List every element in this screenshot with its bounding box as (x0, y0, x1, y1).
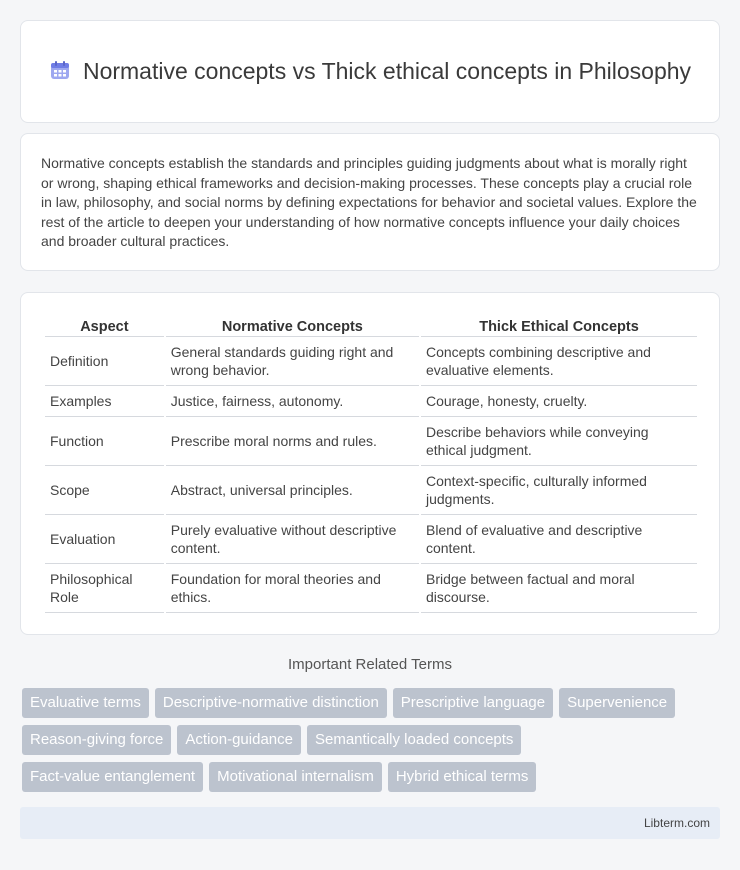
table-cell: Describe behaviors while conveying ethical judgment. (421, 417, 697, 466)
table-header-row (45, 315, 697, 337)
tag-action-guidance[interactable]: Action-guidance (177, 725, 301, 755)
table-cell-aspect: Evaluation (45, 515, 164, 564)
tag-row (22, 688, 722, 718)
intro-text: Normative concepts establish the standards and principles guiding judgments about what is morally right or wrong, shaping ethical frameworks and decision-making processes. These concepts play a crucial role in law, philosophy, and social norms by defining expectations for behavior and societal values. Explore the rest of the article to deepen your understanding of how normative concepts influence your daily choices and broader cultural practices. (41, 155, 697, 250)
table-row (45, 515, 697, 564)
tag-motivational-internalism[interactable]: Motivational internalism (209, 762, 382, 792)
page-title-text: Normative concepts vs Thick ethical concepts in Philosophy (82, 58, 692, 84)
tag-row (22, 762, 722, 792)
table-row (45, 466, 697, 515)
table-cell-aspect: Philosophical Role (45, 564, 164, 613)
table-cell-aspect: Definition (45, 337, 164, 386)
table-cell: Courage, honesty, cruelty. (421, 386, 697, 417)
table-cell: Prescribe moral norms and rules. (166, 417, 419, 466)
tag-descriptive-normative-distinction[interactable]: Descriptive-normative distinction (155, 688, 387, 718)
footer-site-link[interactable]: Libterm.com (643, 816, 710, 830)
intro-card (20, 133, 720, 271)
calendar-icon (49, 59, 71, 81)
table-cell: Context-specific, culturally informed judgments. (421, 466, 697, 515)
related-terms-tags (22, 688, 722, 799)
table-row (45, 564, 697, 613)
table-cell: Bridge between factual and moral discourse. (421, 564, 697, 613)
table-cell: Purely evaluative without descriptive content. (166, 515, 419, 564)
table-cell-aspect: Scope (45, 466, 164, 515)
page-title (49, 57, 691, 86)
tag-row (22, 725, 722, 755)
table-cell: General standards guiding right and wrong behavior. (166, 337, 419, 386)
header-normative: Normative Concepts (166, 315, 419, 337)
tag-fact-value-entanglement[interactable]: Fact-value entanglement (22, 762, 203, 792)
header-card (20, 20, 720, 123)
table-cell: Concepts combining descriptive and evaluative elements. (421, 337, 697, 386)
table-cell: Blend of evaluative and descriptive content. (421, 515, 697, 564)
header-thick: Thick Ethical Concepts (421, 315, 697, 337)
table-row (45, 386, 697, 417)
table-row (45, 417, 697, 466)
tag-supervenience[interactable]: Supervenience (559, 688, 675, 718)
tag-evaluative-terms[interactable]: Evaluative terms (22, 688, 149, 718)
table-cell: Foundation for moral theories and ethics. (166, 564, 419, 613)
footer (20, 807, 720, 839)
tag-prescriptive-language[interactable]: Prescriptive language (393, 688, 553, 718)
tag-hybrid-ethical-terms[interactable]: Hybrid ethical terms (388, 762, 537, 792)
table-row (45, 337, 697, 386)
table-cell: Justice, fairness, autonomy. (166, 386, 419, 417)
related-terms-title: Important Related Terms (288, 656, 452, 673)
tag-semantically-loaded-concepts[interactable]: Semantically loaded concepts (307, 725, 521, 755)
comparison-card (20, 292, 720, 635)
tag-reason-giving-force[interactable]: Reason-giving force (22, 725, 171, 755)
comparison-table (43, 315, 699, 613)
table-cell: Abstract, universal principles. (166, 466, 419, 515)
header-aspect: Aspect (45, 315, 164, 337)
table-cell-aspect: Function (45, 417, 164, 466)
table-cell-aspect: Examples (45, 386, 164, 417)
